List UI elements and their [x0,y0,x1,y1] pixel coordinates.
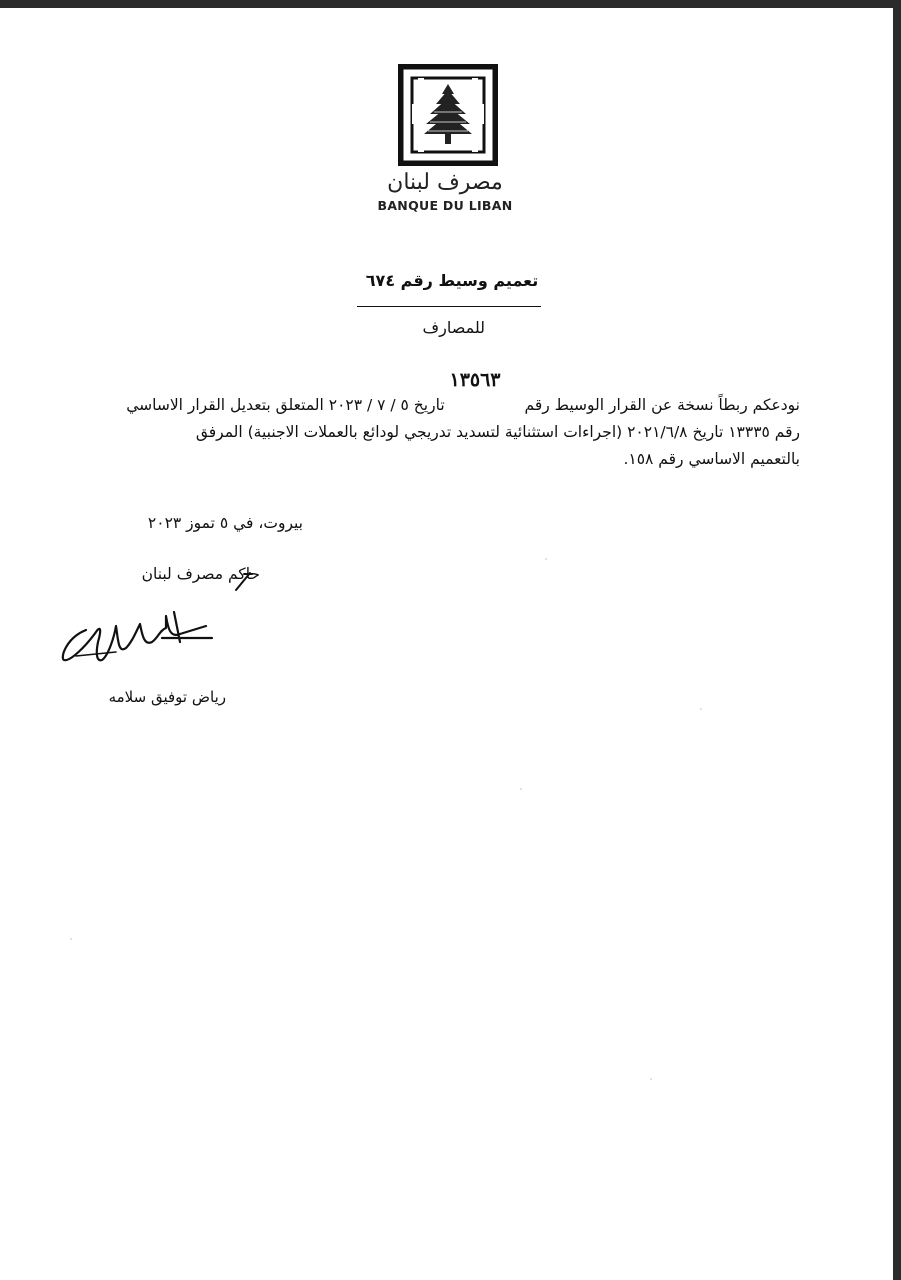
circular-body [86,392,800,473]
document-page [0,8,893,1280]
body-line-1 [86,392,800,419]
signatory-name: رياض توفيق سلامه [108,688,226,706]
scan-speck [650,1078,652,1080]
circular-title: تعميم وسيط رقم ٦٧٤ [365,271,539,290]
bank-logo-emblem [398,64,498,166]
scan-speck [700,708,702,710]
body-line-1-start: نودعكم ربطاً نسخة عن القرار الوسيط رقم [519,396,800,414]
scan-speck [70,938,72,940]
scan-speck [520,788,522,790]
title-divider [357,306,541,307]
governor-title: حاكم مصرف لبنان [141,565,260,583]
handwritten-signature [56,608,216,678]
body-line-1-end: تاريخ ٥ / ٧ / ٢٠٢٣ المتعلق بتعديل القرار الاساسي [126,396,450,414]
handwritten-decision-number: ١٣٥٦٣ [449,369,501,391]
body-line-2: رقم ١٣٣٣٥ تاريخ ٢٠٢١/٦/٨ (اجراءات استثنائية لتسديد تدريجي لودائع بالعملات الاجنبية) المرفق [195,423,800,441]
body-line-3: بالتعميم الاساسي رقم ١٥٨. [623,450,800,468]
handwritten-slash-mark [232,570,256,592]
place-date-line: بيروت، في ٥ تموز ٢٠٢٣ [147,514,303,532]
recipient-line: للمصارف [422,318,485,337]
scan-speck [545,558,547,560]
bank-name-arabic: مصرف لبنان [387,170,503,195]
bank-name-french: BANQUE DU LIBAN [377,198,513,213]
